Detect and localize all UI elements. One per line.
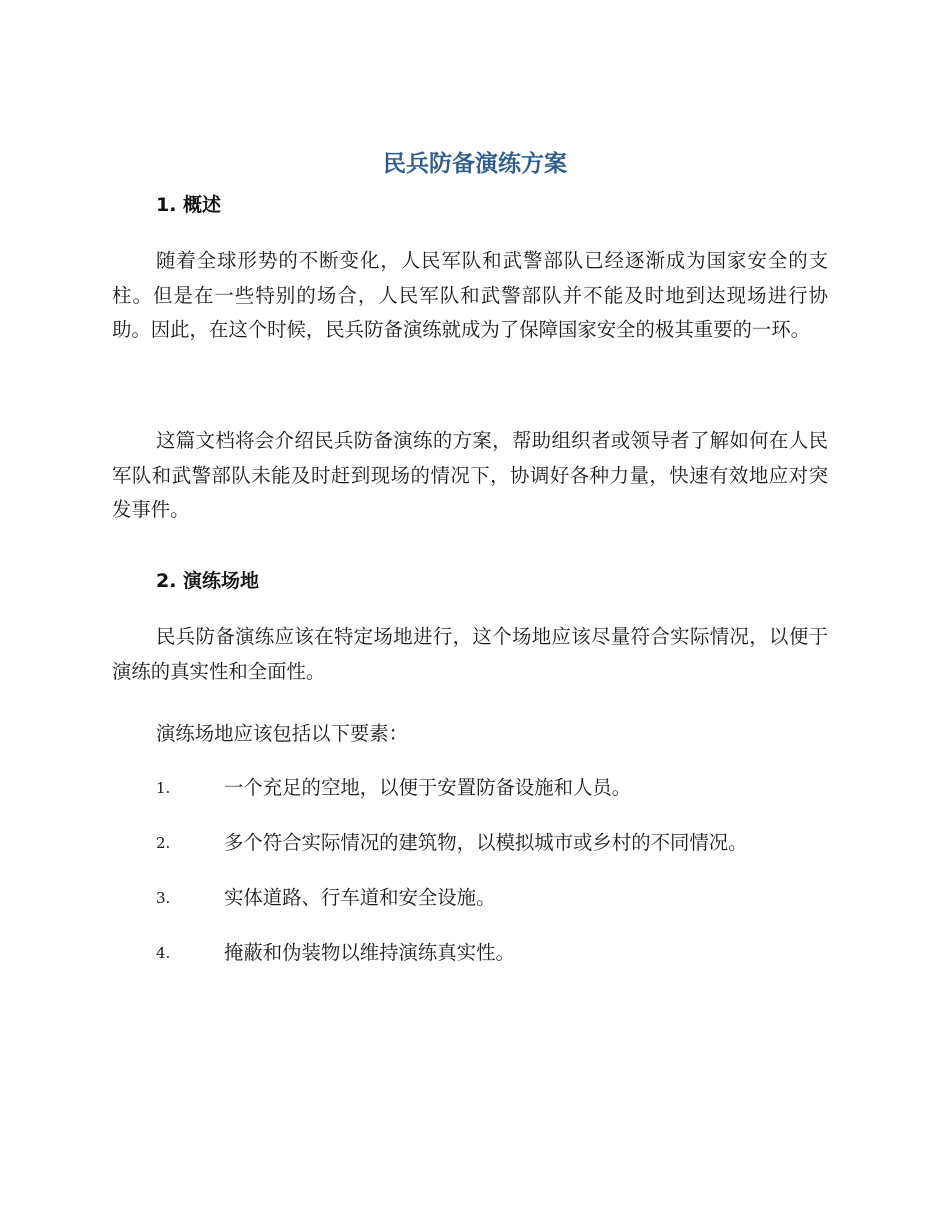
list-item: [156, 882, 495, 914]
section-heading-venue: 2. 演练场地: [156, 570, 260, 592]
list-item-text: 实体道路、行车道和安全设施。: [224, 886, 496, 909]
overview-paragraph-2: 这篇文档将会介绍民兵防备演练的方案，帮助组织者或领导者了解如何在人民军队和武警部队未能及时赶到现场的情况下，协调好各种力量，快速有效地应对突发事件。: [112, 429, 828, 522]
list-item-text: 一个充足的空地，以便于安置防备设施和人员。: [224, 776, 632, 799]
list-item: [156, 827, 748, 859]
document-title: 民兵防备演练方案: [383, 151, 567, 177]
section-heading-overview: 1. 概述: [156, 194, 222, 216]
list-item-number: 4.: [156, 944, 171, 962]
list-item: [156, 937, 515, 969]
list-item-number: 2.: [156, 834, 171, 852]
venue-paragraph-1: 民兵防备演练应该在特定场地进行，这个场地应该尽量符合实际情况，以便于演练的真实性和全面性。: [112, 625, 828, 683]
list-item-text: 掩蔽和伪装物以维持演练真实性。: [224, 941, 515, 964]
list-item-number: 3.: [156, 889, 171, 907]
list-item-text: 多个符合实际情况的建筑物，以模拟城市或乡村的不同情况。: [224, 831, 748, 854]
overview-paragraph-1: 随着全球形势的不断变化，人民军队和武警部队已经逐渐成为国家安全的支柱。但是在一些特别的场合，人民军队和武警部队并不能及时地到达现场进行协助。因此，在这个时候，民兵防备演练就成为了保障国家安全的极其重要的一环。: [112, 249, 828, 342]
list-item-number: 1.: [156, 779, 171, 797]
list-item: [156, 772, 631, 804]
venue-paragraph-2: 演练场地应该包括以下要素：: [156, 722, 409, 745]
